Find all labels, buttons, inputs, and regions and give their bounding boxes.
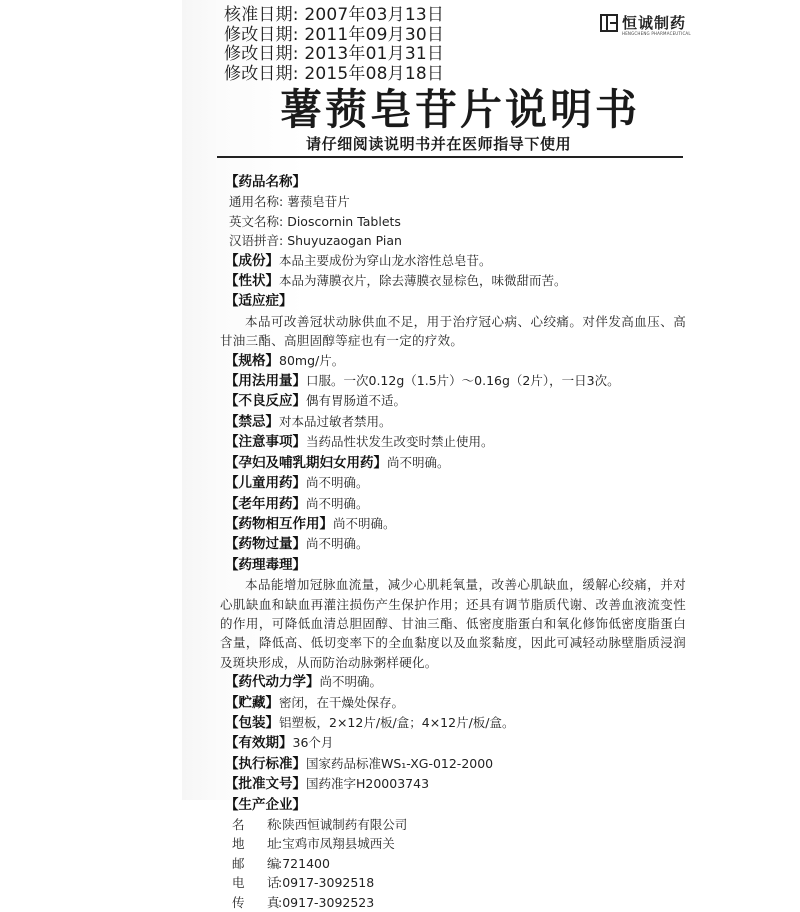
section-heading: 【规格】 xyxy=(225,352,279,369)
section-heading: 【批准文号】 xyxy=(225,776,306,793)
section-text: 铝塑板，2×12片/板/盒；4×12片/板/盒。 xyxy=(279,714,515,730)
header-divider xyxy=(217,156,683,158)
section-manufacturer xyxy=(220,795,690,815)
section-pregnancy xyxy=(220,453,690,473)
field-label: 话 xyxy=(267,875,280,891)
date-label: 修改日期: xyxy=(224,44,299,64)
section-heading: 【药物过量】 xyxy=(225,536,306,553)
date-label: 修改日期: xyxy=(224,24,299,45)
section-text: 尚不明确。 xyxy=(306,536,369,552)
section-text: 对本品过敏者禁用。 xyxy=(279,413,392,429)
field-label: 英文名称: xyxy=(229,213,284,229)
leaflet-body xyxy=(220,172,690,912)
document-title: 薯蓣皂苷片说明书 xyxy=(280,85,641,134)
date-value: 2011年09月30日 xyxy=(304,24,445,45)
section-text: 尚不明确。 xyxy=(319,674,383,690)
section-expiry xyxy=(220,733,690,753)
revision-dates xyxy=(224,6,444,84)
section-text: 尚不明确。 xyxy=(387,454,450,470)
section-text: 密闭，在干燥处保存。 xyxy=(279,694,405,710)
section-heading: 【药物相互作用】 xyxy=(225,515,333,532)
section-heading: 【孕妇及哺乳期妇女用药】 xyxy=(225,454,387,471)
manufacturer-details xyxy=(220,815,690,912)
section-specification xyxy=(220,351,690,371)
revision-date xyxy=(224,65,444,85)
section-precautions xyxy=(220,432,690,452)
section-text: 本品为薄膜衣片，除去薄膜衣显棕色，味微甜而苦。 xyxy=(279,273,567,289)
field-label: 真 xyxy=(267,894,280,910)
date-label: 核准日期: xyxy=(224,5,299,25)
section-pharmacokinetics xyxy=(220,672,690,692)
date-value: 2015年08月18日 xyxy=(304,63,445,84)
section-dosage xyxy=(220,371,690,391)
section-text: 36个月 xyxy=(292,735,334,751)
section-heading: 【药代动力学】 xyxy=(225,674,320,691)
field-value: Dioscornin Tablets xyxy=(287,213,401,229)
date-value: 2013年01月31日 xyxy=(304,44,445,64)
section-text: 尚不明确。 xyxy=(306,495,369,511)
section-heading: 【生产企业】 xyxy=(225,796,306,813)
section-package xyxy=(220,713,690,733)
generic-name-row xyxy=(220,192,690,211)
field-label: 名 xyxy=(232,817,245,832)
section-heading: 【用法用量】 xyxy=(225,373,306,390)
field-label: 传 xyxy=(232,894,245,910)
section-text: 偶有胃肠道不适。 xyxy=(306,393,407,409)
field-value: 薯蓣皂苷片 xyxy=(287,194,350,210)
section-pharmacology xyxy=(220,555,690,575)
section-heading: 【执行标准】 xyxy=(225,755,306,772)
section-ingredients xyxy=(220,251,690,271)
field-label: 汉语拼音: xyxy=(229,233,284,249)
company-fax-row xyxy=(232,893,690,912)
section-text: 80mg/片。 xyxy=(279,352,345,368)
section-text: 本品主要成份为穿山龙水溶性总皂苷。 xyxy=(279,252,492,268)
section-heading: 【有效期】 xyxy=(225,735,293,752)
section-interactions xyxy=(220,514,690,534)
section-standard xyxy=(220,754,690,774)
field-value: :宝鸡市凤翔县城西关 xyxy=(278,836,395,852)
approval-date xyxy=(224,6,444,26)
field-label: 称 xyxy=(267,817,280,832)
indications-text: 本品可改善冠状动脉供血不足，用于治疗冠心病、心绞痛。对伴发高血压、高甘油三酯、高胆固醇等症也有一定的疗效。 xyxy=(220,313,686,349)
english-name-row xyxy=(220,212,690,231)
company-logo xyxy=(600,10,695,38)
section-heading: 【儿童用药】 xyxy=(225,475,306,492)
section-text: 口服。一次0.12g（1.5片）～0.16g（2片），一日3次。 xyxy=(306,373,620,389)
section-text: 国家药品标准WS₁-XG-012-2000 xyxy=(306,755,494,771)
field-label: 址 xyxy=(267,836,280,852)
field-value: :0917-3092523 xyxy=(278,894,375,910)
pharmacology-text: 本品能增加冠脉血流量，减少心肌耗氧量，改善心肌缺血，缓解心绞痛，并对心肌缺血和缺血再灌注损伤产生保护作用；还具有调节脂质代谢、改善血液流变性的作用，可降低血清总胆固醇、甘油三酯、低密度脂蛋白和氧化修饰低密度脂蛋白含量，降低高、低切变率下的全血黏度以及血浆黏度，因此可减轻动脉壁脂质浸润及斑块形成，从而防治动脉粥样硬化。 xyxy=(220,577,686,670)
section-heading: 【老年用药】 xyxy=(225,495,306,512)
section-heading: 【药品名称】 xyxy=(225,174,306,190)
section-text: 尚不明确。 xyxy=(333,515,396,531)
document-subtitle: 请仔细阅读说明书并在医师指导下使用 xyxy=(306,135,572,153)
pinyin-row xyxy=(220,231,690,250)
section-geriatric xyxy=(220,494,690,514)
section-text: 国药准字H20003743 xyxy=(306,776,430,792)
company-address-row xyxy=(232,834,690,853)
section-heading: 【注意事项】 xyxy=(225,434,306,451)
date-label: 修改日期: xyxy=(224,63,299,84)
section-heading: 【药理毒理】 xyxy=(225,556,306,573)
field-label: 编 xyxy=(267,855,280,871)
section-drug-name xyxy=(220,172,690,192)
section-heading: 【贮藏】 xyxy=(225,694,279,711)
section-pediatric xyxy=(220,473,690,493)
section-overdose xyxy=(220,534,690,554)
section-text: 尚不明确。 xyxy=(306,475,369,491)
field-label: 通用名称: xyxy=(229,194,284,210)
section-heading: 【包装】 xyxy=(225,714,279,731)
field-value: :721400 xyxy=(278,855,330,871)
company-postcode-row xyxy=(232,854,690,873)
section-heading: 【成份】 xyxy=(225,252,279,269)
section-heading: 【性状】 xyxy=(225,273,279,290)
section-heading: 【适应症】 xyxy=(225,293,293,310)
section-description xyxy=(220,271,690,291)
field-value: Shuyuzaogan Pian xyxy=(287,233,402,249)
section-text: 当药品性状发生改变时禁止使用。 xyxy=(306,434,494,450)
field-label: 地 xyxy=(232,836,245,852)
hc-monogram-icon xyxy=(600,14,618,32)
section-storage xyxy=(220,693,690,713)
revision-date xyxy=(224,45,444,65)
section-approval xyxy=(220,774,690,794)
section-heading: 【禁忌】 xyxy=(225,413,279,430)
field-label: 邮 xyxy=(232,855,245,871)
field-label: 电 xyxy=(232,875,245,891)
field-value: :陕西恒诚制药有限公司 xyxy=(278,817,408,832)
section-contraindications xyxy=(220,412,690,432)
logo-subtitle: HENGCHENG PHARMACEUTICAL xyxy=(622,31,691,36)
field-value: :0917-3092518 xyxy=(278,875,375,891)
section-adverse-reactions xyxy=(220,391,690,411)
company-name-row xyxy=(232,815,690,834)
logo-name: 恒诚制药 xyxy=(622,14,687,32)
section-indications xyxy=(220,291,690,311)
section-heading: 【不良反应】 xyxy=(225,393,306,410)
revision-date xyxy=(224,26,444,46)
date-value: 2007年03月13日 xyxy=(304,5,445,25)
company-phone-row xyxy=(232,873,690,892)
